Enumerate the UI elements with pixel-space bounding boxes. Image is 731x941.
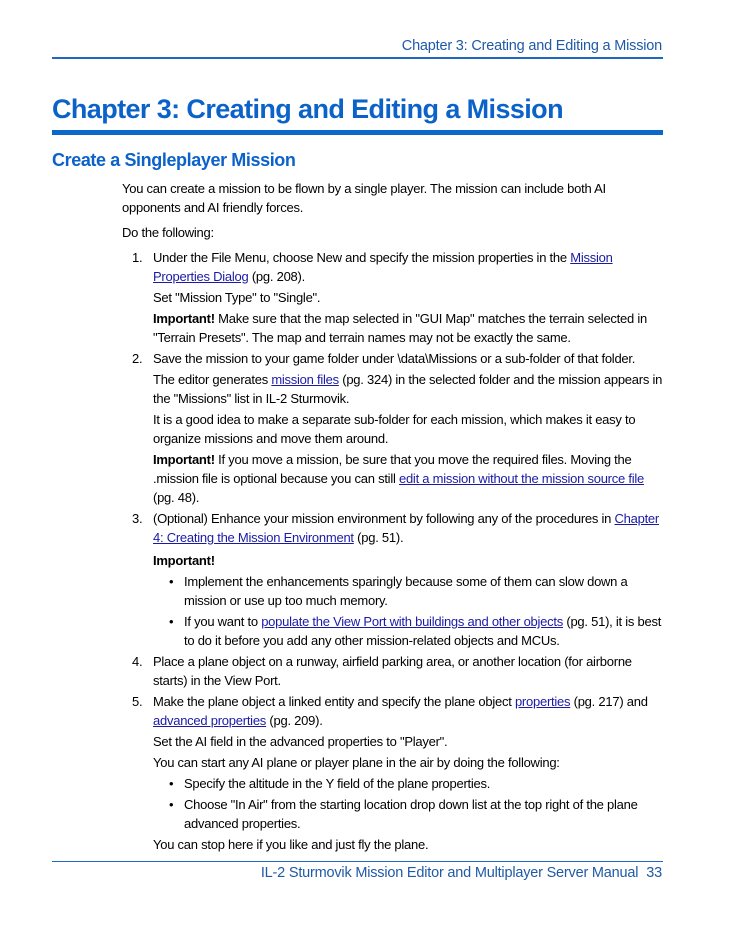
step-text: Place a plane object on a runway, airfield parking area, or another location (for airborne starts) in the View Port. <box>153 654 632 688</box>
text: (pg. 217) and <box>570 694 648 709</box>
step-item <box>122 652 667 690</box>
intro-paragraph: You can create a mission to be flown by a single player. The mission can include both AI opponents and AI friendly forces. <box>122 181 606 215</box>
chapter-title: Chapter 3: Creating and Editing a Mission <box>52 94 563 124</box>
text: (pg. 51). <box>353 530 404 545</box>
populate-view-port-link[interactable]: populate the View Port with buildings and other objects <box>261 614 564 629</box>
step-note <box>153 370 667 408</box>
step-item <box>122 349 667 507</box>
text: Under the File Menu, choose New and specify the mission properties in the <box>153 250 571 265</box>
step-item <box>122 509 667 650</box>
step-note: Set the AI field in the advanced properties to "Player". <box>153 734 448 749</box>
mission-files-link[interactable]: mission files <box>271 372 339 387</box>
header-rule <box>52 57 663 59</box>
important-label: Important! <box>153 452 215 467</box>
step-item <box>122 248 667 347</box>
section-body <box>122 179 667 856</box>
important-label: Important! <box>153 553 215 568</box>
bullet-item <box>153 612 667 650</box>
lead-in: Do the following: <box>122 225 214 240</box>
closing-note: You can stop here if you like and just fly the plane. <box>153 837 429 852</box>
text: Choose "In Air" from the starting location drop down list at the top right of the plane advanced properties. <box>184 797 638 831</box>
section-title: Create a Singleplayer Mission <box>52 150 296 170</box>
chapter-4-link[interactable]: Chapter 4: Creating the Mission Environment <box>153 511 659 545</box>
air-start-bullets <box>153 774 667 833</box>
step-text: Save the mission to your game folder under \data\Missions or a sub-folder of that folder. <box>153 351 636 366</box>
running-header: Chapter 3: Creating and Editing a Mission <box>401 38 662 54</box>
text: (pg. 48). <box>153 490 200 505</box>
page-number: 33 <box>646 865 662 881</box>
step-number: 4. <box>132 654 143 669</box>
footer-title: IL-2 Sturmovik Mission Editor and Multiplayer Server Manual <box>260 865 639 881</box>
text: (pg. 51), it is best to do it before you add any other mission-related objects and MCUs. <box>184 614 662 648</box>
plane-properties-link[interactable]: properties <box>514 694 571 709</box>
bullet-item <box>153 774 667 793</box>
important-note <box>153 450 667 507</box>
edit-without-source-link[interactable]: edit a mission without the mission source file <box>398 471 644 486</box>
step-item <box>122 692 667 854</box>
bullet-item <box>153 572 667 610</box>
text: Make the plane object a linked entity and specify the plane object <box>153 694 515 709</box>
step-text <box>153 509 667 547</box>
footer-rule <box>52 861 663 862</box>
text: If you move a mission, be sure that you move the required files. Moving the .mission file is optional because you can still <box>153 452 632 486</box>
text: Implement the enhancements sparingly because some of them can slow down a mission or use up too much memory. <box>184 574 628 608</box>
step-note: You can start any AI plane or player plane in the air by doing the following: <box>153 755 560 770</box>
step-note: It is a good idea to make a separate sub-folder for each mission, which makes it easy to organize missions and move them around. <box>153 412 636 446</box>
text: The editor generates <box>153 372 272 387</box>
advanced-properties-link[interactable]: advanced properties <box>153 713 267 728</box>
mission-properties-dialog-link[interactable]: Mission Properties Dialog <box>153 250 613 284</box>
step-number: 5. <box>132 694 143 709</box>
text: (pg. 208). <box>248 269 305 284</box>
text: Specify the altitude in the Y field of the plane properties. <box>184 776 491 791</box>
bullet-icon: • <box>169 797 174 812</box>
text: (pg. 324) in the selected folder and the mission appears in the "Missions" list in IL-2 Sturmovik. <box>153 372 663 406</box>
bullet-icon: • <box>169 776 174 791</box>
step-text <box>153 692 667 730</box>
text: Make sure that the map selected in "GUI Map" matches the terrain selected in "Terrain Presets". The map and terrain names may not be exactly the same. <box>153 311 647 345</box>
important-label: Important! <box>153 311 215 326</box>
text: If you want to <box>184 614 262 629</box>
text: (Optional) Enhance your mission environment by following any of the procedures in <box>153 511 615 526</box>
bullet-icon: • <box>169 574 174 589</box>
steps-list <box>122 248 667 854</box>
important-note <box>153 309 667 347</box>
step-note: Set "Mission Type" to "Single". <box>153 290 321 305</box>
bullet-icon: • <box>169 614 174 629</box>
step-number: 2. <box>132 351 143 366</box>
important-bullets <box>153 572 667 650</box>
page-footer <box>261 865 662 881</box>
bullet-item <box>153 795 667 833</box>
step-text <box>153 248 667 286</box>
step-number: 3. <box>132 511 143 526</box>
step-number: 1. <box>132 250 143 265</box>
chapter-rule <box>52 130 663 135</box>
text: (pg. 209). <box>266 713 323 728</box>
